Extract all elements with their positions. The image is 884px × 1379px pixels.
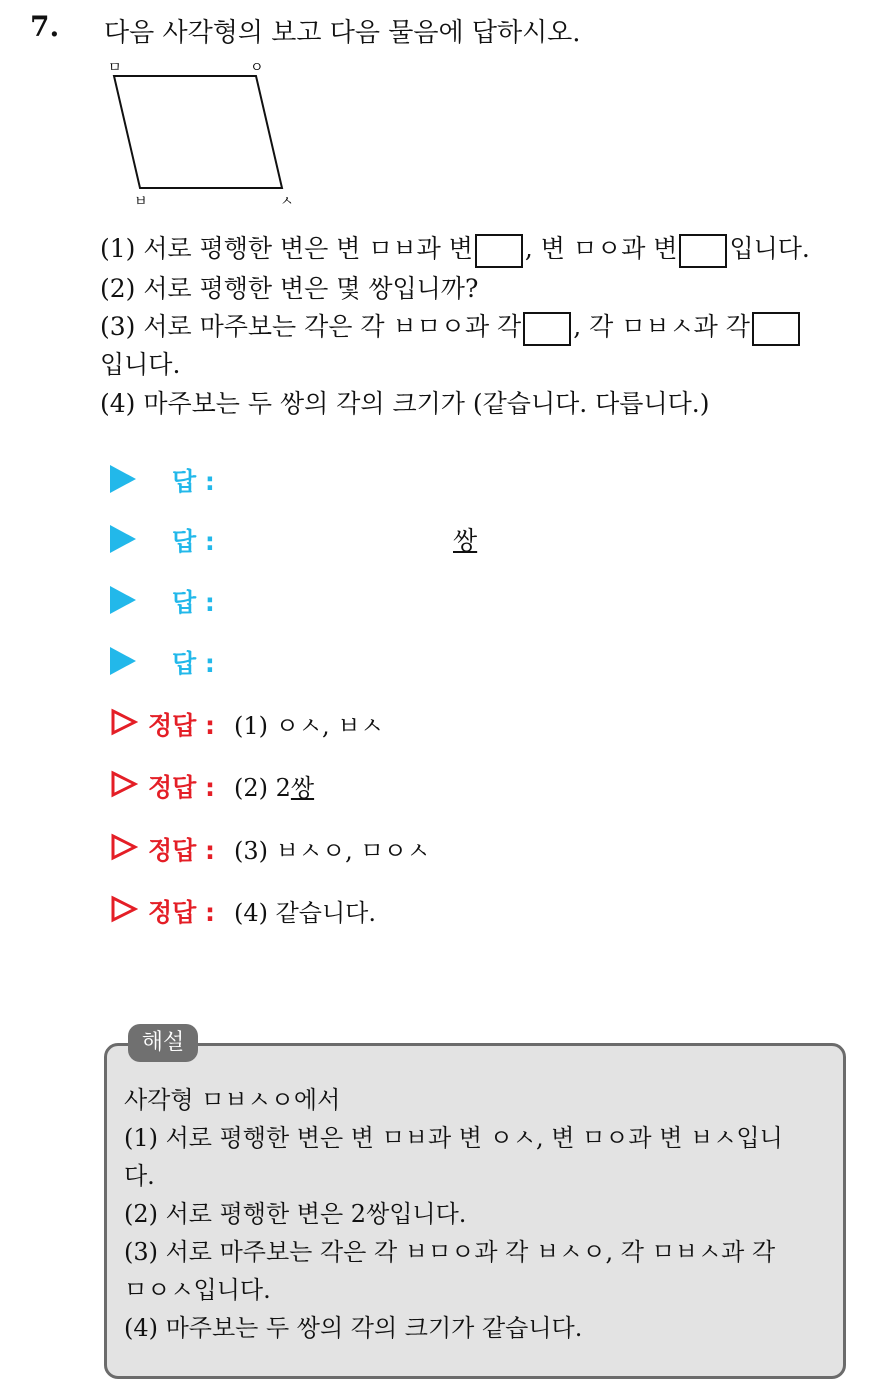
sub-question-1-part-a: (1) 서로 평행한 변은 변 ㅁㅂ과 변 — [100, 234, 473, 263]
solution-value-unit: 쌍 — [290, 774, 315, 802]
parallelogram-figure — [100, 60, 310, 210]
outline-arrow-icon — [110, 770, 138, 798]
sub-question-2: (2) 서로 평행한 변은 몇 쌍입니까? — [100, 274, 479, 303]
vertex-label-bottom-right: ㅅ — [280, 194, 294, 210]
explanation-line: ㅁㅇㅅ입니다. — [124, 1276, 271, 1304]
outline-arrow-icon — [110, 833, 138, 861]
solution-value-prefix: (2) 2 — [234, 774, 291, 802]
play-arrow-icon — [110, 647, 136, 675]
explanation-line: (2) 서로 평행한 변은 2쌍입니다. — [124, 1200, 467, 1228]
answer-label: 답 : — [172, 467, 215, 496]
sub-question-1-part-b: , 변 ㅁㅇ과 변 — [524, 234, 678, 263]
vertex-label-bottom-left: ㅂ — [134, 194, 148, 210]
parallelogram-shape — [114, 76, 282, 188]
solution-value — [234, 768, 314, 803]
solution-label: 정답 : — [148, 711, 216, 740]
explanation-line: (3) 서로 마주보는 각은 각 ㅂㅁㅇ과 각 ㅂㅅㅇ, 각 ㅁㅂㅅ과 각 — [124, 1238, 776, 1266]
solution-label: 정답 : — [148, 773, 216, 802]
answer-unit: 쌍 — [453, 526, 478, 555]
question-text: 다음 사각형의 보고 다음 물음에 답하시오. — [104, 18, 581, 48]
answer-blank-box[interactable] — [679, 234, 727, 268]
solution-value: (1) ㅇㅅ, ㅂㅅ — [234, 712, 384, 740]
solution-value: (3) ㅂㅅㅇ, ㅁㅇㅅ — [234, 837, 430, 865]
vertex-label-top-right: ㅇ — [250, 60, 264, 76]
answer-label: 답 : — [172, 649, 215, 678]
play-arrow-icon — [110, 525, 136, 553]
play-arrow-icon — [110, 465, 136, 493]
answer-blank-box[interactable] — [523, 312, 571, 346]
vertex-label-top-left: ㅁ — [108, 60, 122, 76]
sub-question-4: (4) 마주보는 두 쌍의 각의 크기가 (같습니다. 다릅니다.) — [100, 389, 710, 418]
sub-question-3-continuation: 입니다. — [100, 350, 181, 379]
answer-blank-box[interactable] — [475, 234, 523, 268]
explanation-label: 해설 — [128, 1024, 198, 1062]
solution-value: (4) 같습니다. — [234, 899, 376, 927]
sub-question-1 — [100, 229, 810, 268]
explanation-line: (1) 서로 평행한 변은 변 ㅁㅂ과 변 ㅇㅅ, 변 ㅁㅇ과 변 ㅂㅅ입니 — [124, 1124, 783, 1152]
explanation-line: 사각형 ㅁㅂㅅㅇ에서 — [124, 1086, 341, 1114]
sub-question-3-part-a: (3) 서로 마주보는 각은 각 ㅂㅁㅇ과 각 — [100, 312, 522, 341]
explanation-line: (4) 마주보는 두 쌍의 각의 크기가 같습니다. — [124, 1314, 583, 1342]
answer-label: 답 : — [172, 527, 215, 556]
sub-question-1-part-c: 입니다. — [729, 234, 810, 263]
solution-label: 정답 : — [148, 836, 216, 865]
play-arrow-icon — [110, 586, 136, 614]
explanation-line: 다. — [124, 1162, 155, 1190]
answer-label: 답 : — [172, 588, 215, 617]
sub-question-3 — [100, 307, 802, 346]
question-number: 7. — [30, 10, 60, 43]
outline-arrow-icon — [110, 895, 138, 923]
outline-arrow-icon — [110, 708, 138, 736]
sub-question-3-part-b: , 각 ㅁㅂㅅ과 각 — [573, 312, 750, 341]
solution-label: 정답 : — [148, 898, 216, 927]
answer-blank-box[interactable] — [752, 312, 800, 346]
